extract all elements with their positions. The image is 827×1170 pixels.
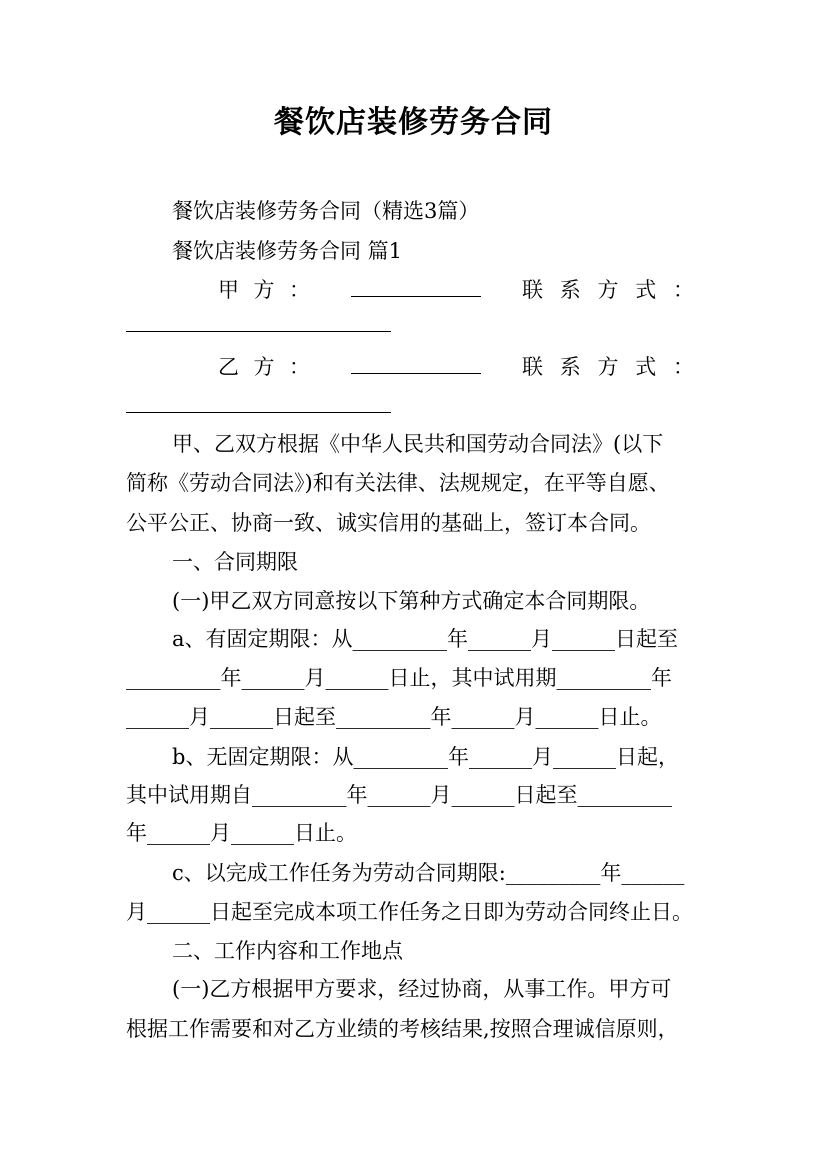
contact-char: 式 [635,278,657,302]
body-line: 年______月______日止。 [126,821,357,845]
party-b-char: 乙 [218,355,239,379]
contact-char: 方 [597,278,619,302]
body-line: c、以完成工作任务为劳动合同期限:_________年______ [172,861,685,885]
contact-char: ： [673,355,694,379]
body-line: 甲、乙双方根据《中华人民共和国劳动合同法》(以下 [172,432,664,456]
body-line: (一)甲乙双方同意按以下第种方式确定本合同期限。 [172,589,651,613]
party-a-contact-blank [126,331,391,332]
body-line: (一)乙方根据甲方要求，经过协商，从事工作。甲方可 [172,977,672,1001]
body-line: 公平公正、协商一致、诚实信用的基础上，签订本合同。 [126,511,651,535]
section-heading: 二、工作内容和工作地点 [172,939,403,963]
party-b-label [218,350,310,384]
contact-char: 联 [522,278,543,302]
party-a-char: 甲 [218,278,239,302]
body-line: b、无固定期限：从_________年______月______日起， [172,745,679,769]
party-a-contact-label [522,273,694,307]
document-subtitle: 餐饮店装修劳务合同（精选3篇） [172,199,480,223]
party-a-label [218,273,310,307]
party-b-name-blank [351,351,481,374]
party-b-char: ： [289,355,310,379]
party-b-contact-blank [126,412,391,413]
body-line: 其中试用期自_________年______月______日起至_________ [126,783,672,807]
body-line: 简称《劳动合同法》)和有关法律、法规规定，在平等自愿、 [126,471,670,495]
party-b-row [218,350,694,384]
contact-char: 联 [522,355,543,379]
body-line: _________年______月______日止，其中试用期_________年 [126,666,672,690]
contact-char: 系 [559,278,581,302]
body-line: a、有固定期限：从_________年______月______日起至 [172,627,679,651]
document-title: 餐饮店装修劳务合同 [274,105,553,140]
contact-char: 式 [635,355,657,379]
section-heading: 一、合同期限 [172,550,298,574]
party-a-row [218,273,694,307]
party-b-contact-label [522,350,694,384]
party-a-name-blank [351,274,481,297]
party-a-char: 方 [253,278,275,302]
party-a-char: ： [289,278,310,302]
party-b-char: 方 [253,355,275,379]
contact-char: 系 [559,355,581,379]
body-line: 月______日起至完成本项工作任务之日即为劳动合同终止日。 [126,900,693,924]
part-heading: 餐饮店装修劳务合同 篇1 [172,239,403,263]
body-line: 根据工作需要和对乙方业绩的考核结果,按照合理诚信原则， [126,1017,679,1041]
contact-char: 方 [597,355,619,379]
contact-char: ： [673,278,694,302]
body-line: ______月______日起至_________年______月______日止。 [126,705,662,729]
